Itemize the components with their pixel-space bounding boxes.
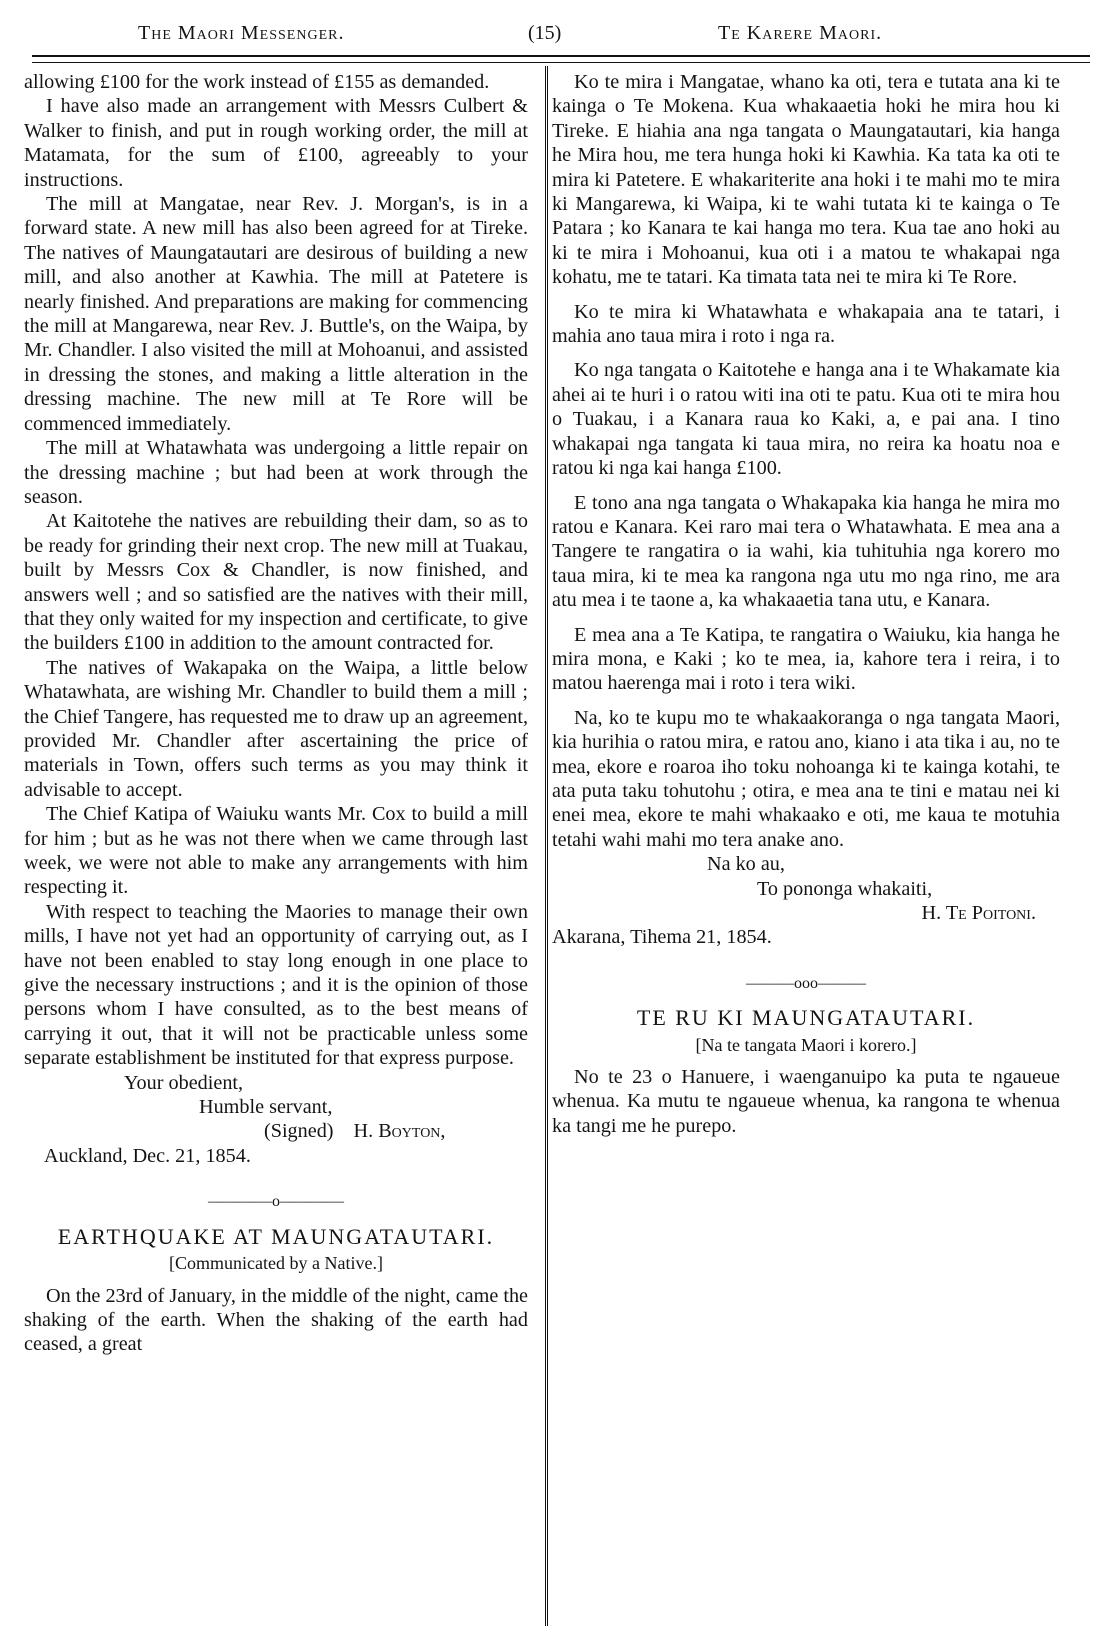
paragraph: The Chief Katipa of Waiuku wants Mr. Cox to build a mill for him ; but as he was not there when we came through last week, we were not able to make any arrangements with him respecting it.	[24, 803, 528, 899]
paragraph: The natives of Wakapaka on the Waipa, a little below Whatawhata, are wishing Mr. Chandler to build them a mill ; the Chief Tangere, has requested me to draw up an agreement, provided Mr. Chandler after ascertaining the price of materials in Town, offers such terms as you may think it advisable to accept.	[24, 656, 528, 801]
section-divider: ————o————	[208, 1193, 344, 1211]
masthead-maori-title: Te Karere Maori.	[718, 22, 883, 44]
page-number: (15)	[528, 22, 562, 44]
signature-closing: Na ko au,	[707, 853, 785, 876]
article-heading: TE RU KI MAUNGATAUTARI.	[636, 1005, 976, 1031]
paragraph: The mill at Mangatae, near Rev. J. Morgan's, is in a forward state. A new mill has also been agreed for at Tireke. The natives of Maungatautari are desirous of building a new mill, and also another at Kawhia. The mill at Patetere is nearly finished. And preparations are making for commencing the mill at Mangarewa, near Rev. J. Buttle's, on the Waipa, by Mr. Chandler. I also visited the mill at Mohoanui, and assisted in dressing the stones, and making a little alteration in the dressing machine. The new mill at Te Rore will be commenced immediately.	[24, 193, 528, 435]
paragraph: On the 23rd of January, in the middle of the night, came the shaking of the earth. When the shaking of the earth had ceased, a great	[24, 1284, 528, 1356]
signature-closing: To pononga whakaiti,	[757, 877, 933, 900]
header-rule-thin	[32, 62, 1090, 63]
masthead-english-title: The Maori Messenger.	[138, 22, 345, 44]
article-subheading: [Communicated by a Native.]	[169, 1253, 383, 1274]
paragraph: At Kaitotehe the natives are rebuilding their dam, so as to be ready for grinding their next crop. The new mill at Tuakau, built by Messrs Cox & Chandler, is now finished, and answers well ; and so satisfied are the natives with their mill, that they only waited for my inspection and certificate, to give the builders £100 in addition to the amount contracted for.	[24, 510, 528, 655]
signature-closing: Your obedient,	[124, 1071, 244, 1094]
column-divider	[545, 66, 548, 1626]
paragraph: Ko te mira ki Whatawhata e whakapaia ana te tatari, i mahia ano taua mira i roto i nga ra.	[552, 300, 1060, 348]
paragraph: Ko te mira i Mangatae, whano ka oti, tera e tutata ana ki te kainga o Te Mokena. Kua whakaaetia hoki he mira hou ki Tireke. E hiahia ana nga tangata o Maungatautari, kia hanga he Mira hou, me tera hunga hoki ki Kawhia. Ka tata ka oti te mira ki Patetere. E whakariteritе ana hoki i te mahi mo te mira ki Mangarewa, ki Waipa, ki te wahi tutata ki te kainga o Te Patara ; ko Kanara te kai hanga mo tera. Kua tae ano hoki au ki te mira i Mohoanui, kua oti i a matou te whakapai nga kohatu, me te tatari. Ka timata tata nei te mira ki Te Rore.	[552, 71, 1060, 289]
article-subheading: [Na te tangata Maori i korero.]	[695, 1034, 917, 1055]
signature-line	[24, 1119, 528, 1143]
section-divider: ———ooo———	[746, 974, 866, 992]
paragraph: E mea ana a Te Katipa, te rangatira o Waiuku, kia hanga he mira mona, e Kaki ; ko te mea, ia, kahore tera i reira, i to matou haerenga mai i roto i tera wiki.	[552, 623, 1060, 695]
dateline: Akarana, Tihema 21, 1854.	[552, 926, 772, 949]
paragraph: E tono ana nga tangata o Whakapaka kia hanga he mira mo ratou e Kanara. Kei raro mai tera o Whatawhata. E mea ana a Tangere te rangatira o ia wahi, kia tuhituhia nga korero mo taua mira, ki te mea ka rangona nga utu mo nga rino, me ara atu mea i te taone a, ka whakaaetia tana utu, e Kanara.	[552, 491, 1060, 612]
dateline: Auckland, Dec. 21, 1854.	[44, 1144, 251, 1167]
paragraph: Na, ko te kupu mo te whakaakoranga o nga tangata Maori, kia hurihia o ratou mira, e ratou ano, kiano i ata tika i au, no te mea, ekore e roaroa iho toku nohoanga ki te kainga kotahi, te ata puta taku tohutohu ; otira, e mea ana te tini e matau nei ki enei mea, ekore te mahi whakaako e oti, me kaua te motuhia tetahi wahi mahi mo tera anake ano.	[552, 706, 1060, 851]
article-heading: EARTHQUAKE AT MAUNGATAUTARI.	[57, 1223, 495, 1249]
paragraph: I have also made an arrangement with Messrs Culbert & Walker to finish, and put in rough working order, the mill at Matamata, for the sum of £100, agreeably to your instructions.	[24, 95, 528, 191]
signed-label: (Signed)	[264, 1120, 334, 1143]
paragraph: The mill at Whatawhata was undergoing a little repair on the dressing machine ; but had been at work through the season.	[24, 437, 528, 508]
signatory-name: H. Boyton,	[353, 1120, 446, 1143]
paragraph: No te 23 o Hanuere, i waenganuipo ka puta te ngaueue whenua. Ka mutu te ngaueue whenua, ka rangona te whenua ka tangi me he purepo.	[552, 1066, 1060, 1137]
english-column	[24, 70, 528, 1357]
signature-closing: Humble servant,	[199, 1096, 333, 1119]
paragraph: Ko nga tangata o Kaitotehe e hanga ana i te Whakamate kia ahei ai te huri i o ratou witi ina oti te patu. Kua oti te mira hou o Tuakau, i a Kanara raua ko Kaki, a, e pai ana. I tino whakapai nga tangata ki taua mira, no reira ka hoatu noa e ratou ki nga kai hanga £100.	[552, 359, 1060, 480]
masthead	[30, 18, 1090, 58]
paragraph: allowing £100 for the work instead of £155 as demanded.	[24, 71, 490, 93]
header-rule-thick	[32, 55, 1090, 57]
paragraph: With respect to teaching the Maories to manage their own mills, I have not yet had an opportunity of carrying out, as I have not been enabled to stay long enough in one place to give the necessary instructions ; and it is the opinion of those persons whom I have consulted, as to the best means of carrying it out, that it will not be practicable unless some separate establishment be instituted for that express purpose.	[24, 900, 528, 1070]
maori-column	[552, 70, 1060, 1138]
signatory-name: H. Te Poitoni.	[921, 902, 1036, 924]
